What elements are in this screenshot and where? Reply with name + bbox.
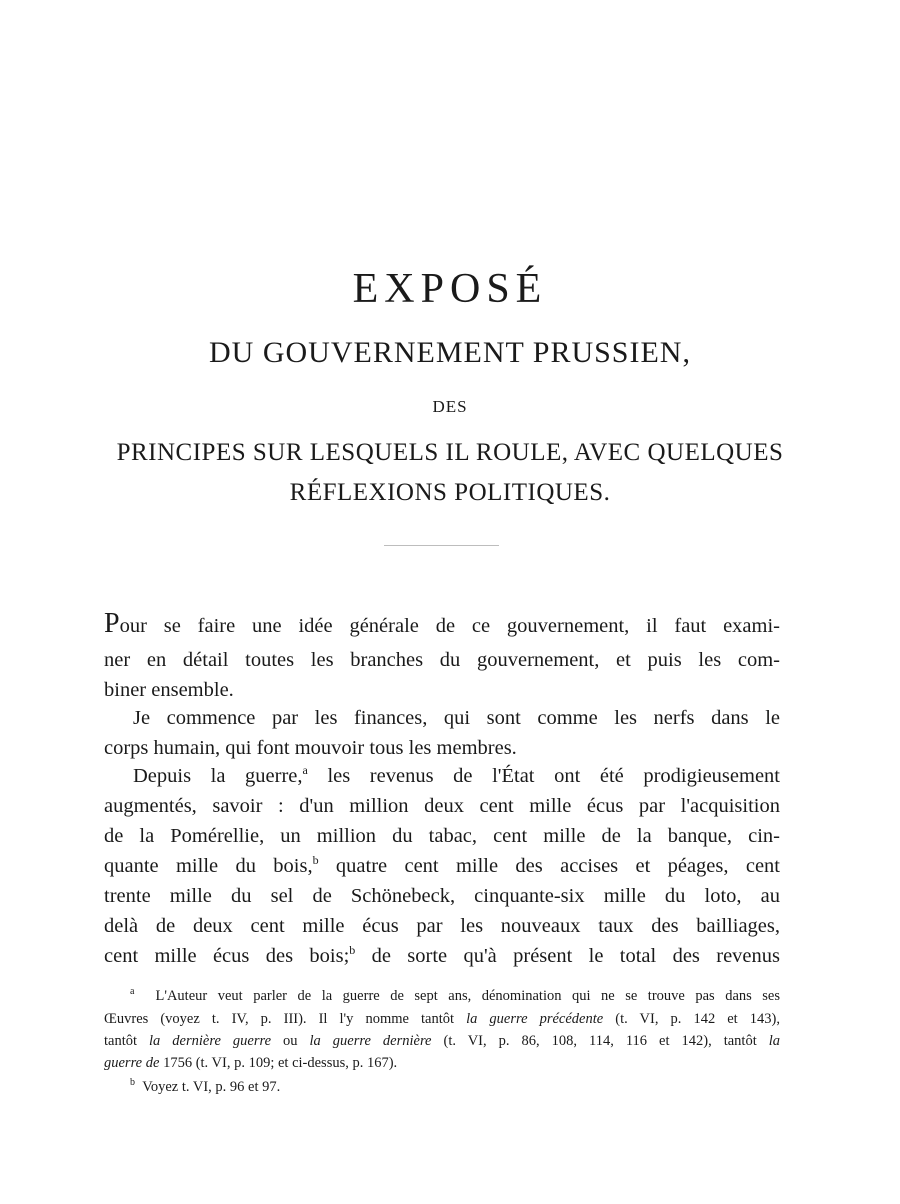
footnote-text: (t. VI, p. 86, 108, 114, 116 et 142), tantôt <box>431 1033 769 1049</box>
footnote-italic: la guerre précédente <box>466 1011 604 1027</box>
footnote-line <box>104 1034 780 1049</box>
footnote-text: L'Auteur veut parler de la guerre de sept ans, dénomination qui ne se trouve pas dans ses <box>155 988 781 1004</box>
line-text: les revenus de l'État ont été prodigieusement <box>307 765 780 787</box>
footnote-ref-a: a <box>302 763 308 778</box>
body-line <box>104 853 780 877</box>
footnote-text: ou <box>271 1033 310 1049</box>
footnote-ref-b: b <box>349 943 356 958</box>
footnote-line <box>130 986 781 1004</box>
line-text: quante mille du bois, <box>104 855 313 877</box>
footnote-text: 1756 (t. VI, p. 109; et ci-dessus, p. 167). <box>159 1055 398 1071</box>
footnote-text: Voyez t. VI, p. 96 et 97. <box>142 1079 281 1095</box>
title: EXPOSÉ <box>352 266 548 312</box>
title-line-2: RÉFLEXIONS POLITIQUES. <box>289 479 611 506</box>
body-line: augmentés, savoir : d'un million deux cent mille écus par l'acquisition <box>104 795 780 817</box>
footnote-text: Œuvres (voyez t. IV, p. III). Il l'y nomme tantôt <box>104 1011 467 1027</box>
separator-rule <box>384 545 499 546</box>
body-line: de la Pomérellie, un million du tabac, cent mille de la banque, cin- <box>104 825 780 847</box>
line-text: de sorte qu'à présent le total des revenus <box>355 945 780 967</box>
footnote-mark-a: a <box>130 986 135 998</box>
line-text: quatre cent mille des accises et péages, cent <box>318 855 780 877</box>
body-line <box>133 763 780 787</box>
footnote-ref-b: b <box>312 853 319 868</box>
title-line-1: PRINCIPES SUR LESQUELS IL ROULE, AVEC QUELQUES <box>116 439 784 466</box>
body-line <box>104 943 780 967</box>
footnote-italic: la <box>768 1033 781 1049</box>
drop-cap: P <box>104 608 120 639</box>
footnote-line <box>130 1077 780 1095</box>
body-line: ner en détail toutes les branches du gouvernement, et puis les com- <box>104 649 780 671</box>
footnote-text: tantôt <box>104 1033 150 1049</box>
footnote-mark-b: b <box>130 1077 135 1089</box>
line-text: cent mille écus des bois; <box>104 945 350 967</box>
body-line: trente mille du sel de Schönebeck, cinquante-six mille du loto, au <box>104 885 780 907</box>
body-line <box>104 610 780 638</box>
body-line: corps humain, qui font mouvoir tous les membres. <box>104 737 517 759</box>
footnote-italic: la dernière guerre <box>149 1033 272 1049</box>
footnote-italic: la guerre dernière <box>309 1033 432 1049</box>
footnote-text: (t. VI, p. 142 et 143), <box>603 1011 780 1027</box>
body-line: Je commence par les finances, qui sont comme les nerfs dans le <box>133 707 780 729</box>
line-text: our se faire une idée générale de ce gouvernement, il faut exami- <box>119 615 780 637</box>
body-line: biner ensemble. <box>104 679 234 701</box>
subtitle: DU GOUVERNEMENT PRUSSIEN, <box>209 336 691 369</box>
body-line: delà de deux cent mille écus par les nouveaux taux des bailliages, <box>104 915 780 937</box>
footnote-italic: guerre de <box>104 1055 160 1071</box>
footnote-line <box>104 1056 780 1071</box>
footnote-line <box>104 1012 780 1027</box>
title-des: DES <box>432 397 468 416</box>
line-text: Depuis la guerre, <box>133 765 303 787</box>
